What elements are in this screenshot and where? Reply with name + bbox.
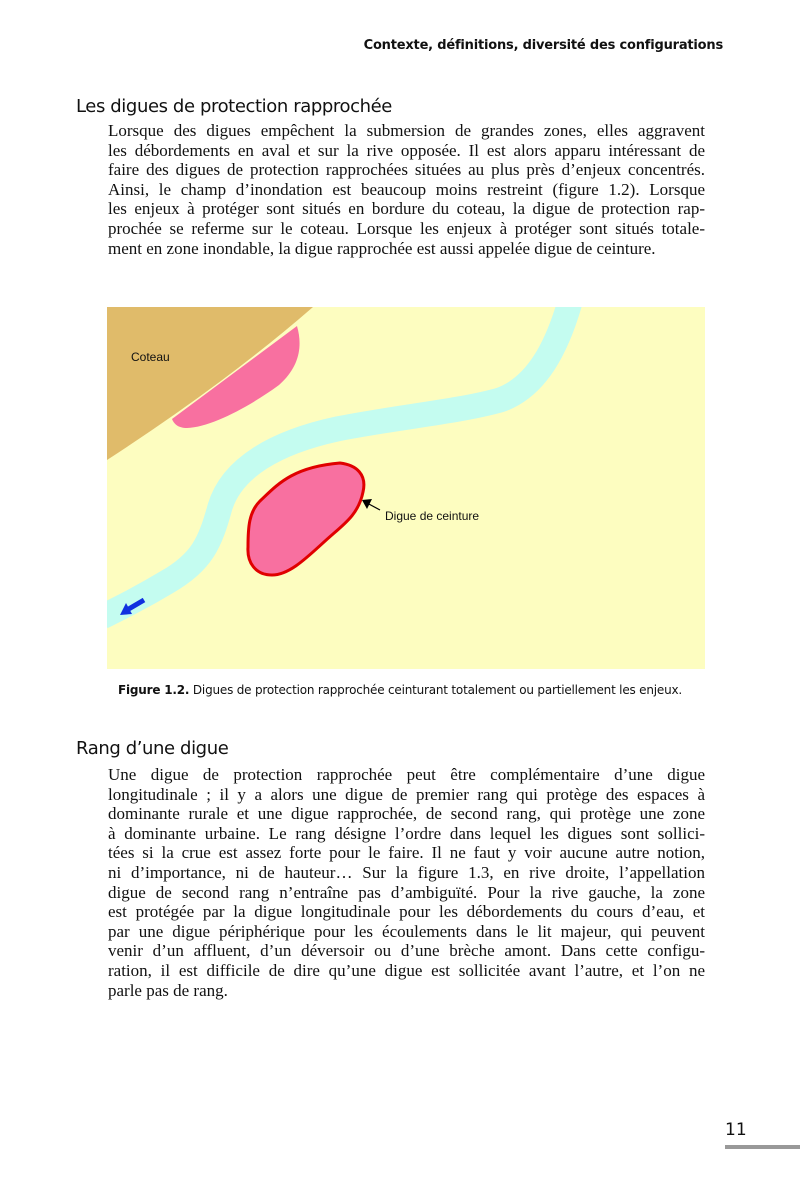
section-heading: Les digues de protection rapprochée [76,96,392,117]
page-number: 11 [725,1120,747,1140]
paragraph [108,121,705,258]
text-line: les enjeux à protéger sont situés en bordure du coteau, la digue de protection rap- [108,199,705,219]
caption-text: Digues de protection rapprochée ceinturant totalement ou partiellement les enjeux. [189,683,682,697]
text-line: ni d’importance, ni de hauteur… Sur la figure 1.3, en rive droite, l’appellation [108,862,705,882]
text-line: parle pas de rang. [108,980,228,1000]
text-line: ment en zone inondable, la digue rapprochée est aussi appelée digue de ceinture. [108,238,656,258]
caption-number: Figure 1.2. [117,683,190,697]
running-header: Contexte, définitions, diversité des configurations [363,38,723,53]
text-line: faire des digues de protection rapprochées situées au plus près d’enjeux concentrés. [108,160,705,180]
text-line: venir d’un affluent, d’un déversoir ou d’une brèche amont. Dans cette configu- [108,941,705,961]
text-line: longitudinale ; il y a alors une digue de premier rang qui protège des espaces à [108,784,705,804]
text-line: ration, il est difficile de dire qu’une digue est sollicitée avant l’autre, et l’on ne [108,960,705,980]
text-line: dominante rurale et une digue rapprochée, de second rang, qui protège une zone [108,804,705,824]
section-heading: Rang d’une digue [76,738,229,759]
text-line: Une digue de protection rapprochée peut être complémentaire d’une digue [108,765,705,784]
text-line: à dominante urbaine. Le rang désigne l’ordre dans lequel les digues sont sollici- [108,823,705,843]
label-coteau: Coteau [131,350,170,364]
page-number-bar [725,1145,800,1149]
text-line: Lorsque des digues empêchent la submersion de grandes zones, elles aggravent [108,121,705,140]
text-line: est protégée par la digue longitudinale pour les débordements du cours d’eau, et [108,902,705,922]
text-line: par une digue périphérique pour les écoulements dans le lit majeur, qui peuvent [108,921,705,941]
text-line: Ainsi, le champ d’inondation est beaucoup moins restreint (figure 1.2). Lorsque [108,179,705,199]
text-line: digue de second rang n’entraîne pas d’ambiguïté. Pour la rive gauche, la zone [108,882,705,902]
text-line: prochée se referme sur le coteau. Lorsque les enjeux à protéger sont situés totale- [108,218,705,238]
label-digue-de-ceinture: Digue de ceinture [385,509,480,523]
figure-diagram [107,307,705,669]
figure-caption [0,683,800,697]
paragraph [108,765,705,1000]
text-line: les débordements en aval et sur la rive opposée. Il est alors apparu intéressant de [108,140,705,160]
text-line: tées si la crue est assez forte pour le faire. Il ne faut y voir aucune autre notion, [108,843,705,863]
